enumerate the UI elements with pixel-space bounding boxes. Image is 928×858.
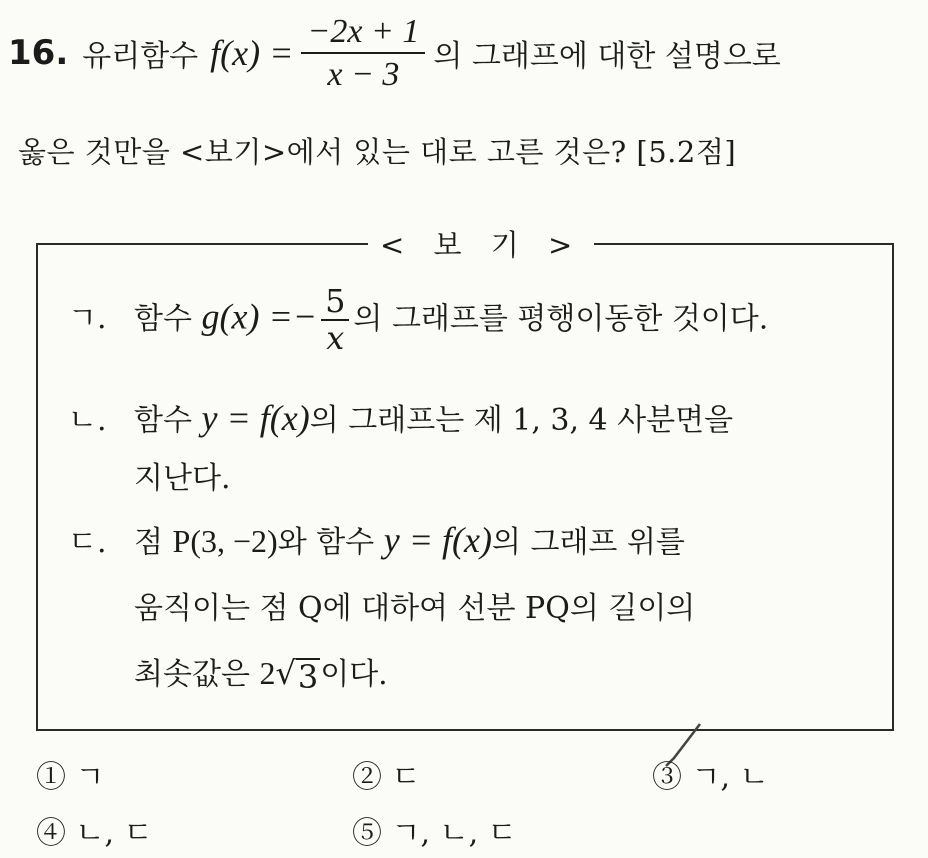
question-suffix: 의 그래프에 대한 설명으로: [433, 39, 781, 74]
question-number: 16.: [8, 33, 69, 73]
coefficient: 2: [259, 655, 276, 691]
bogi-item-nieun: [68, 395, 733, 439]
square-root: [275, 654, 320, 695]
choice-4[interactable]: ④ ㄴ, ㄷ: [36, 816, 153, 851]
bogi-item-giyeok: [68, 282, 769, 357]
radicand: 3: [297, 658, 319, 696]
item-text: 함수: [134, 301, 192, 337]
bogi-item-digeut-line3: [134, 649, 388, 695]
item-math: g(x) =−: [201, 296, 318, 337]
bogi-box: [36, 228, 894, 731]
bogi-item-digeut: [68, 517, 685, 561]
question-stem-line2: 옳은 것만을 <보기>에서 있는 대로 고른 것은? [5.2점]: [18, 135, 737, 169]
function-fraction: [301, 13, 425, 94]
question-stem-line1: [8, 8, 918, 98]
item-text: 와 함수: [277, 525, 375, 560]
item-math: P(3, −2): [172, 523, 278, 559]
item-text: 함수: [134, 403, 192, 438]
item-math: y = f(x): [383, 520, 492, 560]
choice-2[interactable]: ② ㄷ: [352, 760, 421, 795]
item-text: 의 그래프 위를: [491, 525, 685, 560]
item-math: y = f(x): [201, 398, 310, 438]
radical-sign-icon: √: [275, 654, 296, 692]
bogi-item-digeut-line2: 움직이는 점 Q에 대하여 선분 PQ의 길이의: [134, 591, 696, 626]
item-mark: ㄱ.: [68, 301, 107, 337]
fraction-denominator: x: [326, 318, 345, 357]
choice-1[interactable]: ① ㄱ: [36, 760, 105, 795]
item-text: 점: [134, 525, 163, 560]
item-mark: ㄷ.: [68, 525, 107, 560]
question-prefix: 유리함수: [82, 39, 199, 74]
bogi-item-nieun-line2: 지난다.: [134, 461, 231, 496]
item-fraction: [321, 282, 349, 357]
item-mark: ㄴ.: [68, 403, 107, 438]
function-lhs: f(x) =: [210, 33, 294, 73]
item-text: 최솟값은: [134, 657, 250, 692]
fraction-numerator: −2x + 1: [301, 13, 425, 54]
fraction-denominator: x − 3: [327, 56, 400, 93]
choice-3[interactable]: ③ ㄱ, ㄴ: [652, 760, 769, 795]
choice-5[interactable]: ⑤ ㄱ, ㄴ, ㄷ: [352, 816, 517, 851]
bogi-title: < 보 기 >: [368, 223, 594, 264]
item-text: 의 그래프를 평행이동한 것이다.: [353, 301, 769, 337]
item-text: 이다.: [320, 657, 388, 692]
item-text: 의 그래프는 제 1, 3, 4 사분면을: [309, 403, 734, 438]
fraction-numerator: 5: [321, 285, 349, 321]
